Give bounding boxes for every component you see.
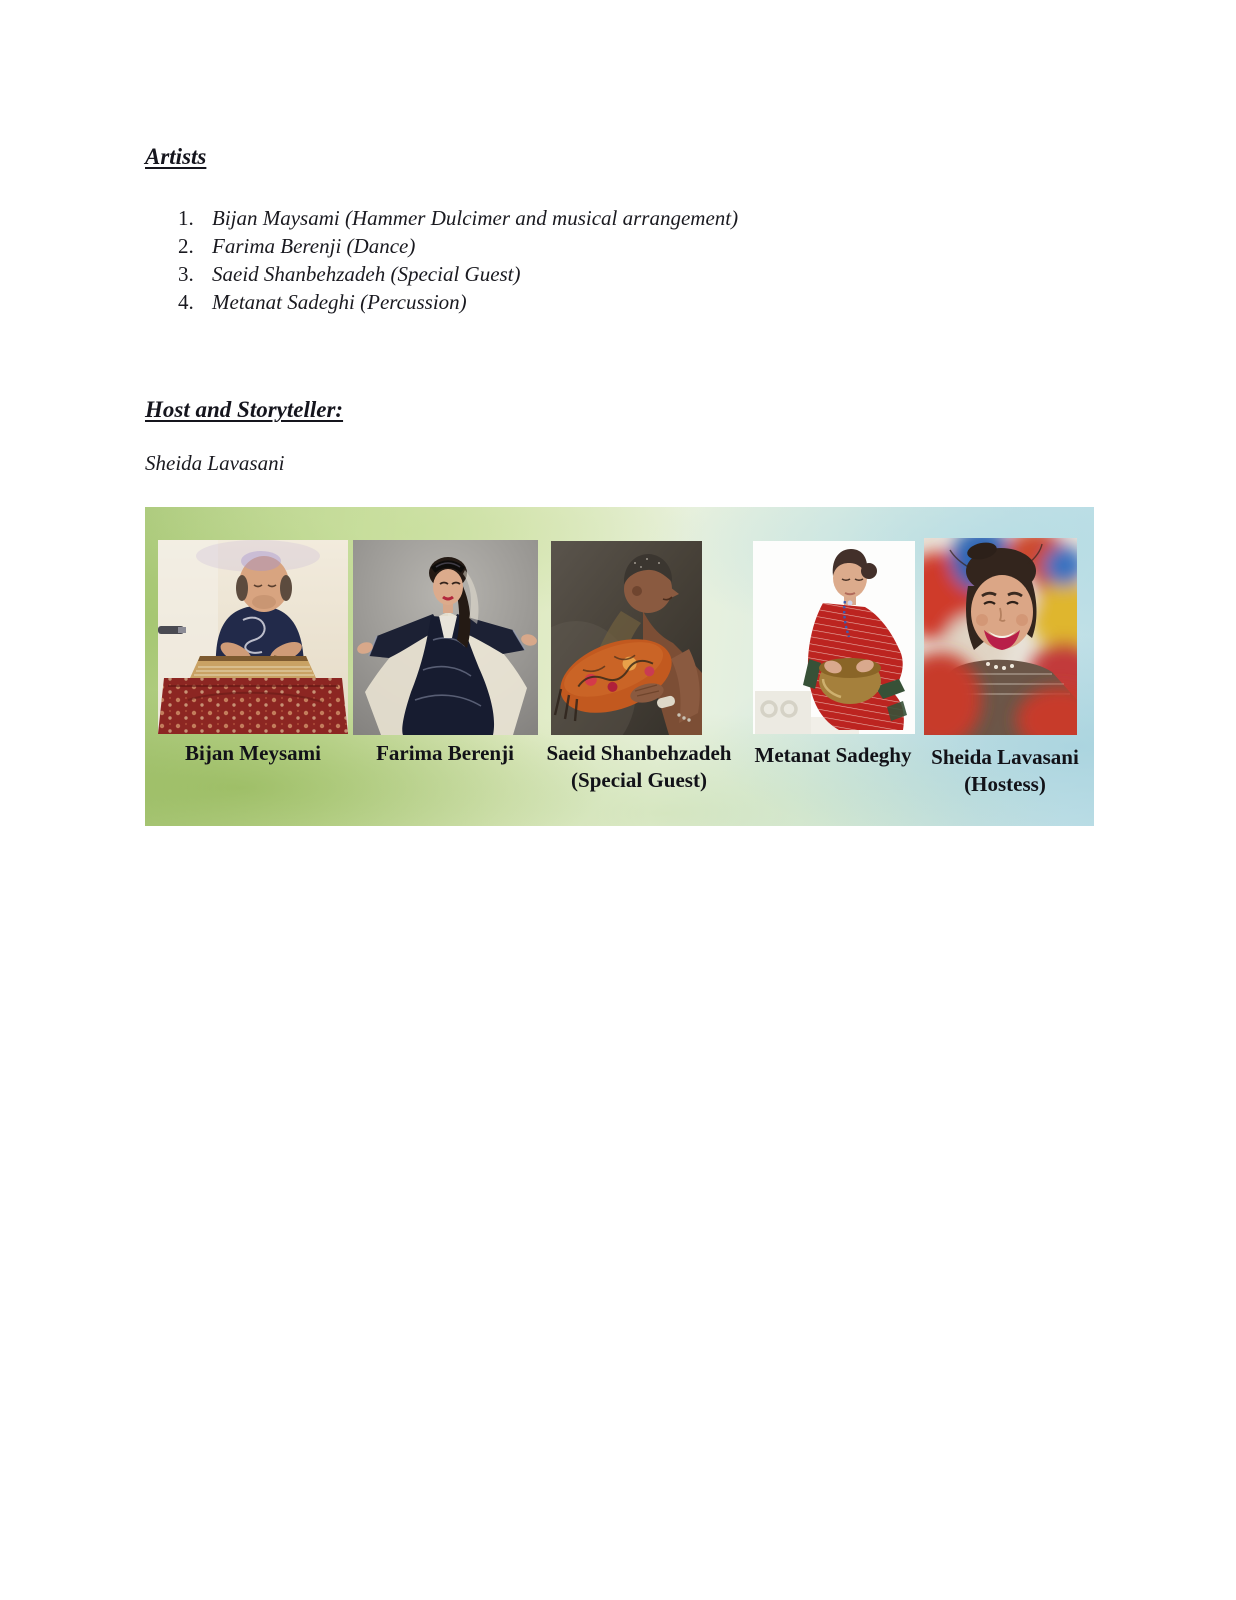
list-item-text: Farima Berenji (Dance) (212, 234, 416, 258)
list-item-text: Saeid Shanbehzadeh (Special Guest) (212, 262, 521, 286)
photo-bijan-meysami (158, 540, 348, 734)
list-item (178, 232, 738, 260)
caption-name: Metanat Sadeghy (754, 743, 912, 767)
caption-name: Saeid Shanbehzadeh (546, 741, 732, 765)
list-item (178, 288, 738, 316)
caption-name: Bijan Meysami (185, 741, 321, 765)
caption-role: (Hostess) (964, 772, 1046, 796)
list-item-number: 1. (178, 206, 194, 230)
photo-sheida-lavasani (924, 538, 1077, 735)
photo-saeid-shanbehzadeh (551, 541, 702, 735)
artists-list (178, 204, 738, 316)
list-item-text: Bijan Maysami (Hammer Dulcimer and musical arrangement) (212, 206, 739, 230)
caption-role: (Special Guest) (571, 768, 707, 792)
host-name: Sheida Lavasani (145, 451, 285, 475)
caption-sheida-lavasani (875, 744, 1135, 798)
list-item-number: 2. (178, 234, 194, 258)
list-item (178, 260, 738, 288)
list-item (178, 204, 738, 232)
photo-metanat-sadeghy (753, 541, 915, 734)
list-item-number: 3. (178, 262, 194, 286)
photo-farima-berenji (353, 540, 538, 735)
host-heading: Host and Storyteller: (145, 397, 344, 422)
list-item-text: Metanat Sadeghi (Percussion) (212, 290, 467, 314)
artists-photo-banner (145, 507, 1094, 826)
artists-heading: Artists (145, 144, 207, 169)
list-item-number: 4. (178, 290, 194, 314)
caption-name: Sheida Lavasani (931, 745, 1079, 769)
caption-name: Farima Berenji (376, 741, 514, 765)
